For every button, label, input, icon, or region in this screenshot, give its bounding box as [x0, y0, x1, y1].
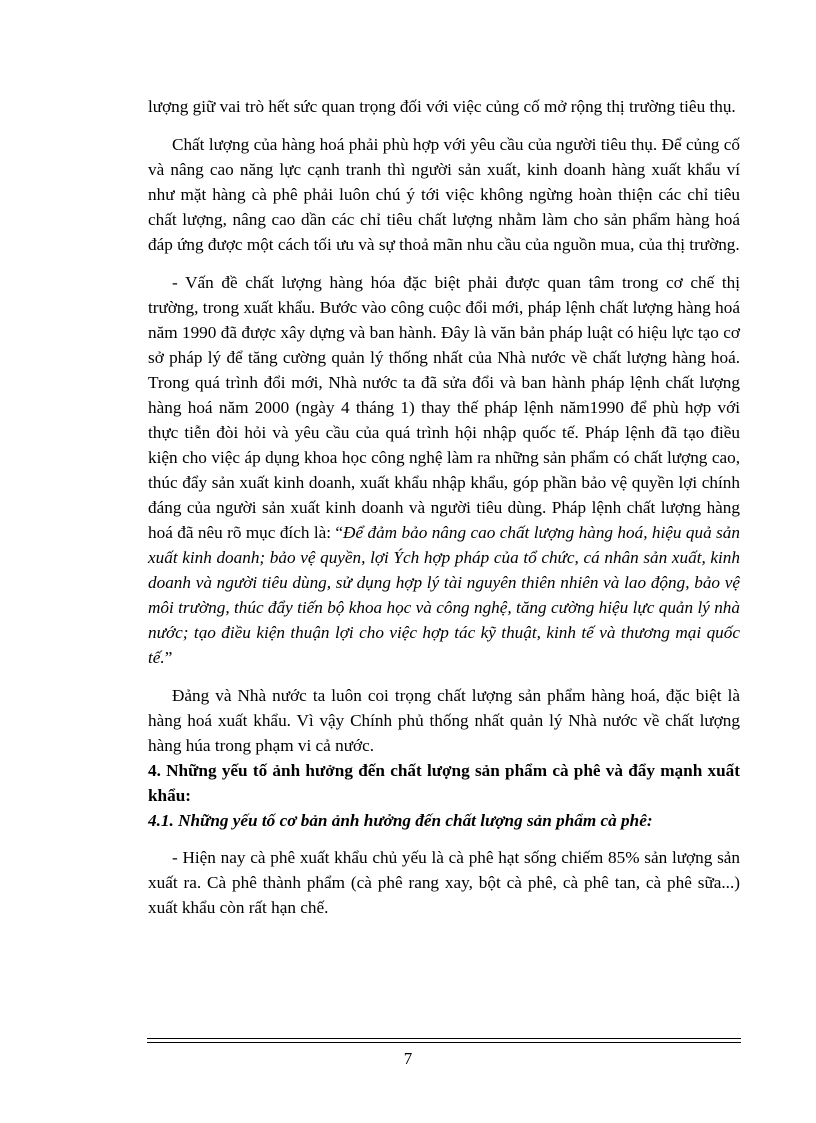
paragraph-quality-ordinance [148, 270, 740, 670]
footer-divider-top [147, 1038, 741, 1039]
page-number: 7 [403, 1049, 413, 1068]
paragraph-quality-requirements: Chất lượng của hàng hoá phải phù hợp với yêu cầu của người tiêu thụ. Để củng cố và nâng cao năng lực cạnh tranh thì người sản xuất, kinh doanh hàng xuất khẩu ví như mặt hàng cà phê phải luôn chú ý tới việc không ngừng hoàn thiện các chỉ tiêu chất lượng, nâng cao dần các chỉ tiêu chất lượng nhằm làm cho sản phẩm hàng hoá đáp ứng được một cách tối ưu và sự thoả mãn nhu cầu của nguồn mua, của thị trường. [148, 135, 740, 254]
page-body [148, 94, 740, 920]
paragraph-continuation: lượng giữ vai trò hết sức quan trọng đối với việc củng cố mở rộng thị trường tiêu thụ. [148, 97, 736, 116]
paragraph-export-coffee: - Hiện nay cà phê xuất khẩu chủ yếu là cà phê hạt sống chiếm 85% sản lượng sản xuất ra. Cà phê thành phẩm (cà phê rang xay, bột cà phê, cà phê tan, cà phê sữa...) xuất khẩu còn rất hạn chế. [148, 848, 740, 917]
subsection-heading-4-1: 4.1. Những yếu tố cơ bản ảnh hưởng đến chất lượng sản phẩm cà phê: [148, 811, 653, 830]
ordinance-quote-close: ” [164, 648, 173, 667]
footer-divider-bottom [147, 1042, 741, 1043]
ordinance-quote: Để đảm bảo nâng cao chất lượng hàng hoá, hiệu quả sản xuất kinh doanh; bảo vệ quyền, lợi Ých hợp pháp của tổ chức, cá nhân sản xuất, kinh doanh và người tiêu dùng, sử dụng hợp lý tài nguyên thiên nhiên và lao động, bảo vệ môi trường, thúc đẩy tiến bộ khoa học và công nghệ, tăng cường hiệu lực quản lý nhà nước; tạo điều kiện thuận lợi cho việc hợp tác kỹ thuật, kinh tế và thương mại quốc tế. [148, 523, 740, 667]
ordinance-text: - Vấn đề chất lượng hàng hóa đặc biệt phải được quan tâm trong cơ chế thị trường, trong xuất khẩu. Bước vào công cuộc đổi mới, pháp lệnh chất lượng hàng hoá năm 1990 đã được xây dựng và ban hành. Đây là văn bản pháp luật có hiệu lực tạo cơ sở pháp lý để tăng cường quản lý thống nhất của Nhà nước về chất lượng hàng hoá. Trong quá trình đổi mới, Nhà nước ta đã sửa đổi và ban hành pháp lệnh chất lượng hàng hoá năm 2000 (ngày 4 tháng 1) thay thế pháp lệnh năm1990 để phù hợp với thực tiễn đòi hỏi và yêu cầu của quá trình hội nhập quốc tế. Pháp lệnh đã tạo điều kiện cho việc áp dụng khoa học công nghệ làm ra những sản phẩm có chất lượng cao, thúc đẩy sản xuất kinh doanh, xuất khẩu nhập khẩu, góp phần bảo vệ quyền lợi chính đáng của người sản xuất kinh doanh và người tiêu dùng. Pháp lệnh chất lượng hàng hoá đã nêu rõ mục đích là: “ [148, 273, 740, 542]
paragraph-state-management: Đảng và Nhà nước ta luôn coi trọng chất lượng sản phẩm hàng hoá, đặc biệt là hàng hoá xuất khẩu. Vì vậy Chính phủ thống nhất quản lý Nhà nước về chất lượng hàng húa trong phạm vi cả nước. [148, 686, 740, 755]
section-heading-4: 4. Những yếu tố ảnh hưởng đến chất lượng sản phẩm cà phê và đẩy mạnh xuất khẩu: [148, 761, 740, 805]
